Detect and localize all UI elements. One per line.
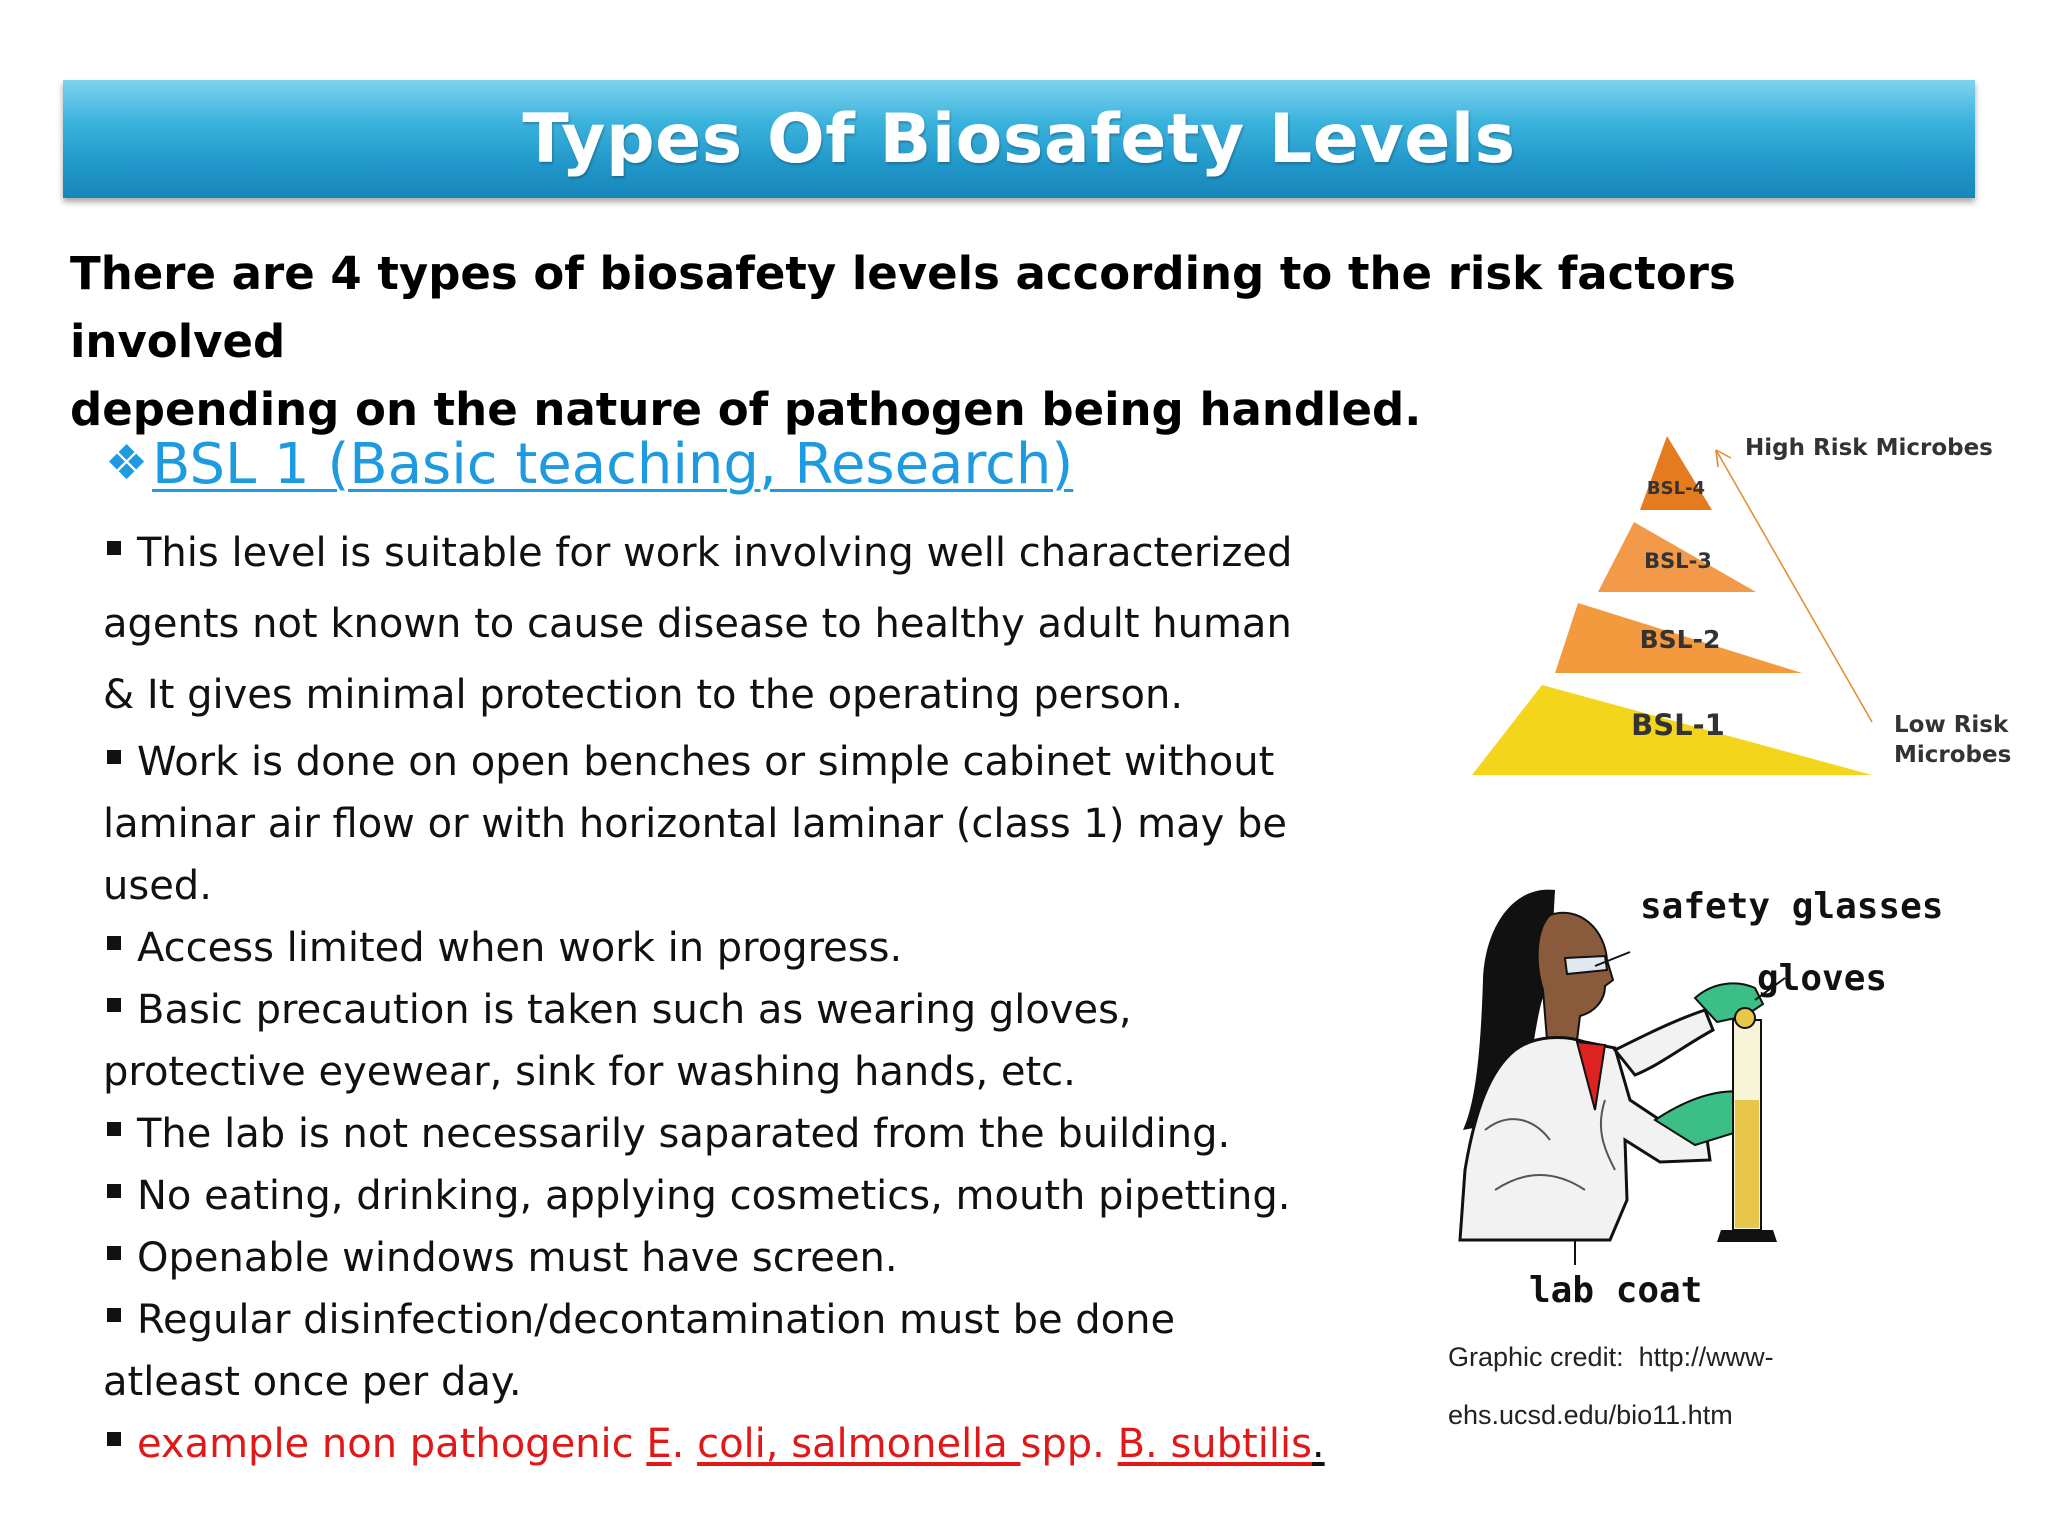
lab-coat-label: lab coat	[1529, 1270, 1703, 1311]
pyramid-label-bsl2: BSL-2	[1639, 625, 1721, 654]
bsl-pyramid-diagram	[1460, 430, 2020, 790]
safety-glasses-label: safety glasses	[1640, 886, 1944, 927]
section-heading-text: BSL 1 (Basic teaching, Research)	[152, 432, 1074, 497]
low-risk-label-1: Low Risk	[1894, 712, 2009, 738]
high-risk-label: High Risk Microbes	[1745, 435, 1993, 461]
intro-text	[70, 240, 1830, 444]
square-bullet-icon	[107, 1308, 121, 1322]
diamond-bullet-icon: ❖	[105, 435, 149, 491]
low-risk-label-2: Microbes	[1894, 742, 2012, 768]
credit-url-part-2: ehs.ucsd.edu/bio11.htm	[1448, 1400, 1733, 1430]
square-bullet-icon	[107, 1122, 121, 1136]
list-item: No eating, drinking, applying cosmetics, mouth pipetting.	[103, 1165, 1413, 1227]
graphic-credit	[1448, 1328, 1948, 1444]
intro-line-1: There are 4 types of biosafety levels according to the risk factors involved	[70, 247, 1736, 368]
section-heading	[105, 432, 1073, 497]
list-item: Work is done on open benches or simple cabinet without laminar air flow or with horizontal laminar (class 1) may be used.	[103, 739, 1288, 909]
gloves-label: gloves	[1757, 958, 1888, 999]
list-item: Openable windows must have screen.	[103, 1227, 1413, 1289]
square-bullet-icon	[107, 1246, 121, 1260]
dropper-bulb-icon	[1735, 1008, 1755, 1028]
pyramid-label-bsl3: BSL-3	[1644, 549, 1712, 573]
safety-glasses-icon	[1565, 956, 1607, 974]
list-item: Regular disinfection/decontamination must be done atleast once per day.	[103, 1297, 1176, 1405]
intro-line-2: depending on the nature of pathogen being handled.	[70, 383, 1422, 436]
list-item: Basic precaution is taken such as wearing gloves, protective eyewear, sink for washing hands, etc.	[103, 987, 1132, 1095]
square-bullet-icon	[107, 1184, 121, 1198]
example-item: example non pathogenic E. coli, salmonella spp. B. subtilis.	[103, 1413, 1413, 1475]
list-item: The lab is not necessarily saparated from the building.	[103, 1103, 1413, 1165]
slide-title: Types Of Biosafety Levels	[522, 99, 1516, 179]
pyramid-label-bsl1: BSL-1	[1631, 708, 1725, 742]
bullet-list	[103, 518, 1413, 1475]
square-bullet-icon	[107, 750, 121, 764]
credit-line-1: Graphic credit: http://www-	[1448, 1342, 1774, 1372]
lab-worker-illustration	[1455, 870, 1944, 1311]
face-shape	[1538, 913, 1613, 1040]
square-bullet-icon	[107, 541, 121, 555]
list-item: This level is suitable for work involving well characterized agents not known to cause disease to healthy adult human & It gives minimal protection to the operating person.	[103, 530, 1293, 718]
square-bullet-icon	[107, 936, 121, 950]
credit-url-part-1: http://www-	[1638, 1342, 1774, 1372]
list-item: Access limited when work in progress.	[103, 917, 1413, 979]
square-bullet-icon	[107, 1432, 121, 1446]
title-bar	[63, 80, 1975, 198]
pyramid-label-bsl4: BSL-4	[1646, 478, 1706, 499]
square-bullet-icon	[107, 998, 121, 1012]
